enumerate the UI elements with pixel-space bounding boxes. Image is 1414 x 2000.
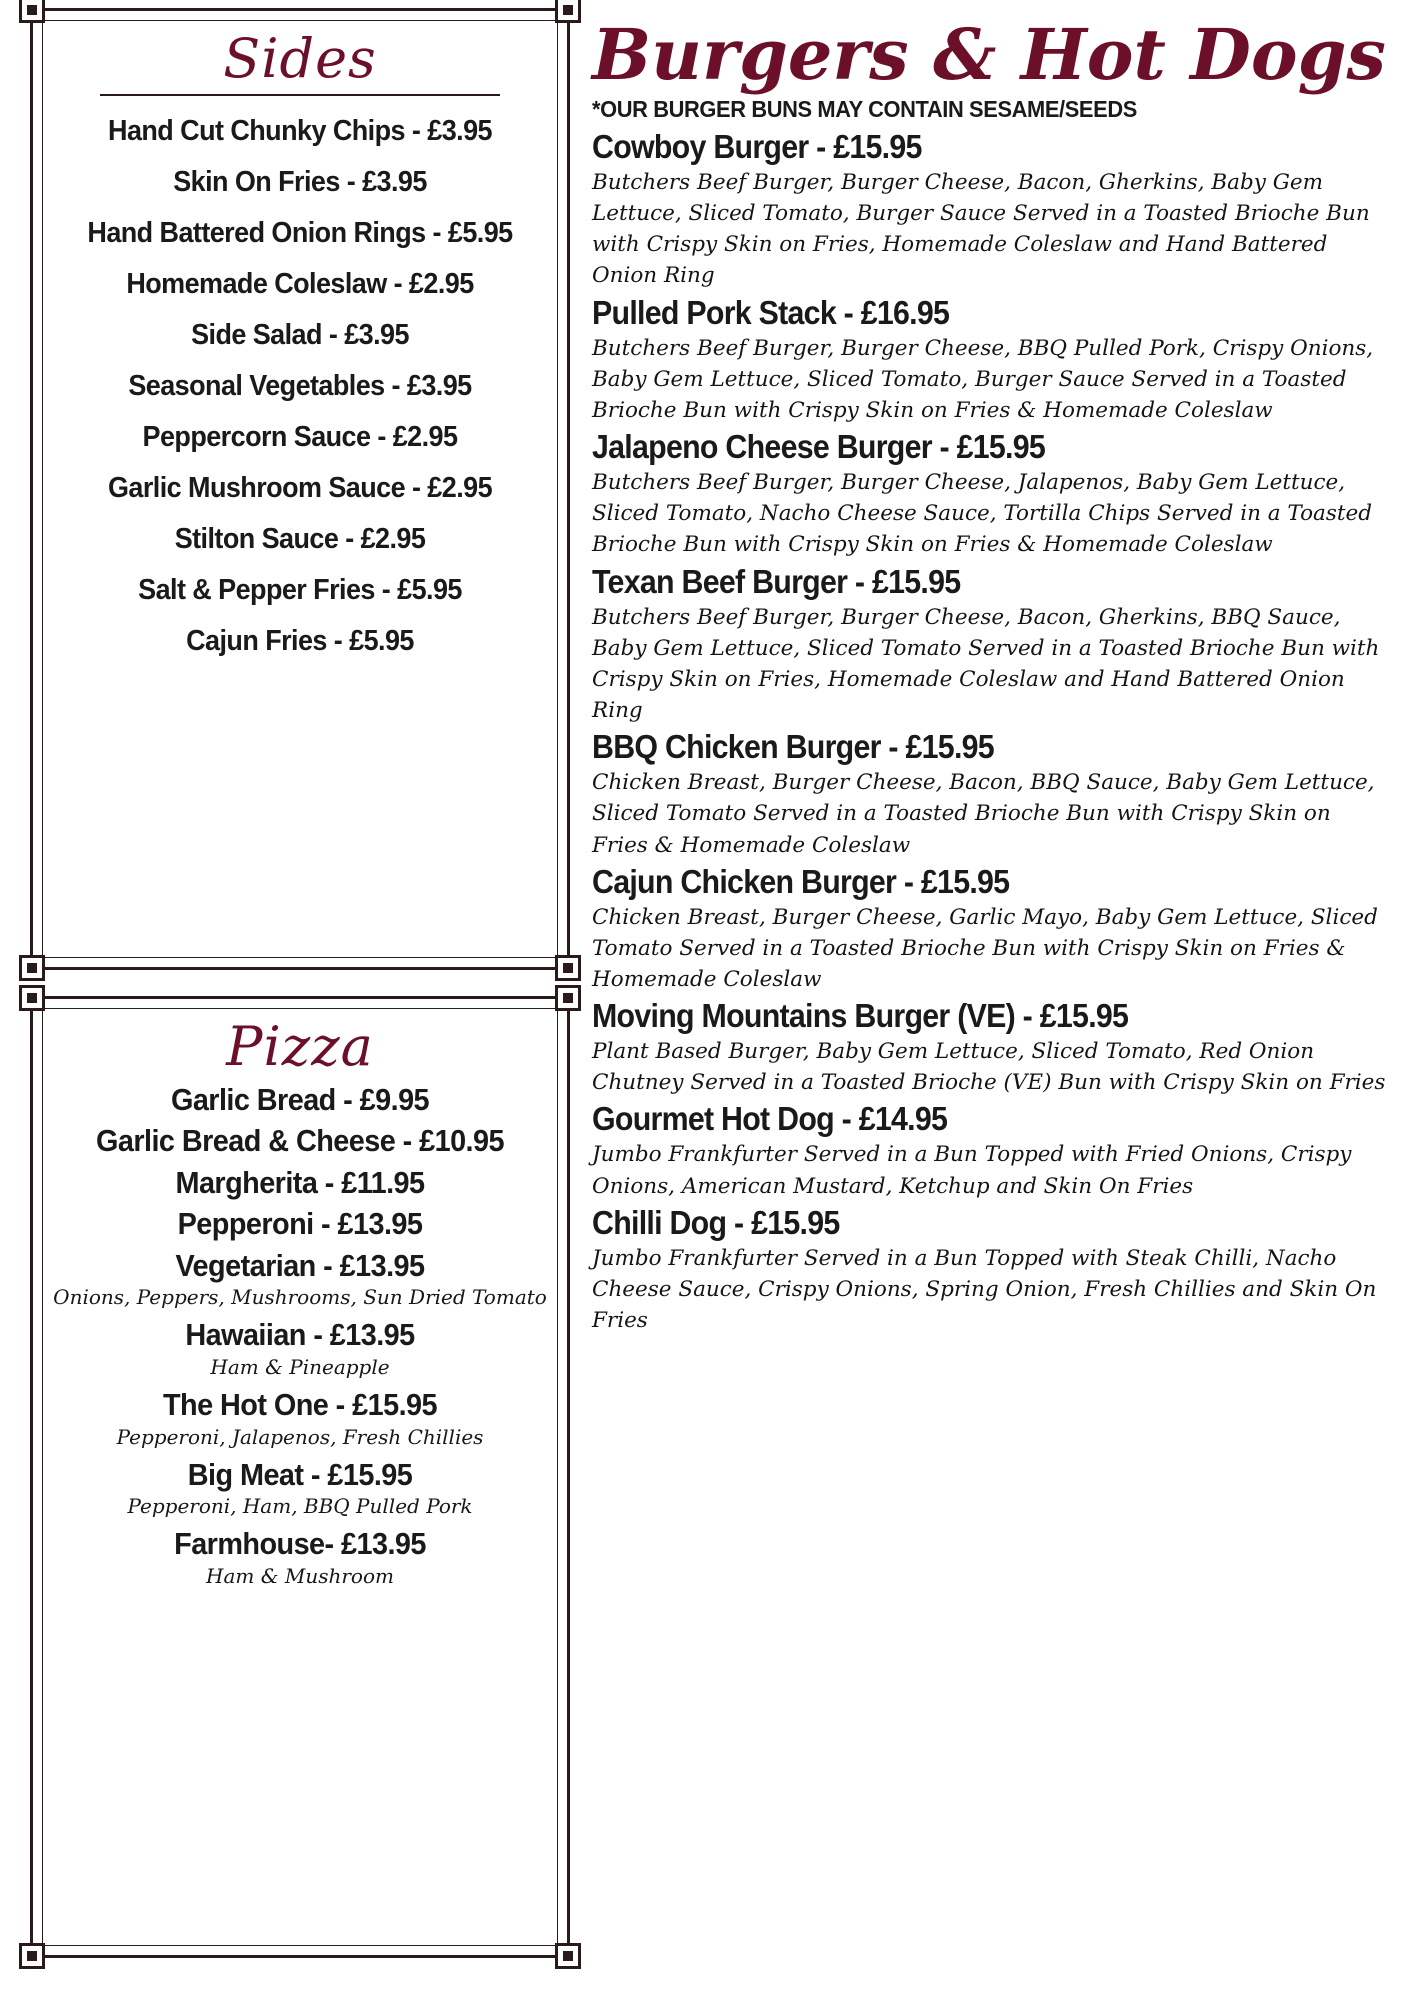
corner-ornament-icon — [555, 0, 581, 23]
burgers-section — [580, 0, 1414, 2000]
item-name: Garlic Bread - £9.95 — [170, 1081, 430, 1117]
list-item: Hand Battered Onion Rings - £5.95 — [87, 216, 513, 249]
list-item — [51, 1313, 549, 1383]
corner-ornament-icon — [555, 955, 581, 981]
item-description: Ham & Pineapple — [210, 1354, 390, 1379]
list-item — [51, 1453, 549, 1523]
allergen-note: *OUR BURGER BUNS MAY CONTAIN SESAME/SEEDS — [592, 96, 1137, 122]
item-description: Ham & Mushroom — [206, 1563, 394, 1588]
item-description: Butchers Beef Burger, Burger Cheese, Bacon, Gherkins, BBQ Sauce, Baby Gem Lettuce, Sliced Tomato Served in a Toasted Brioche Bun with Crispy Skin on Fries, Homemade Coleslaw and Hand Battered Onion Ring — [592, 604, 1380, 724]
list-item: Seasonal Vegetables - £3.95 — [128, 369, 472, 402]
list-item — [592, 129, 1390, 292]
item-description: Butchers Beef Burger, Burger Cheese, Jalapenos, Baby Gem Lettuce, Sliced Tomato, Nacho Cheese Sauce, Tortilla Chips Served in a Toasted Brioche Bun with Crispy Skin on Fries & Homemade Coleslaw — [592, 470, 1372, 558]
list-item — [51, 1119, 549, 1161]
corner-ornament-icon — [555, 1943, 581, 1969]
item-name: Farmhouse- £13.95 — [174, 1526, 426, 1562]
list-item — [51, 1202, 549, 1244]
corner-ornament-icon — [19, 955, 45, 981]
item-description: Chicken Breast, Burger Cheese, Bacon, BBQ Sauce, Baby Gem Lettuce, Sliced Tomato Served in a Toasted Brioche Bun with Crispy Skin on Fries & Homemade Coleslaw — [592, 770, 1375, 858]
list-item: Peppercorn Sauce - £2.95 — [142, 420, 458, 453]
item-name: Cowboy Burger - £15.95 — [592, 128, 922, 165]
list-item — [592, 429, 1390, 560]
left-column — [0, 0, 580, 2000]
list-item: Garlic Mushroom Sauce - £2.95 — [107, 471, 493, 504]
item-name: Gourmet Hot Dog - £14.95 — [592, 1100, 948, 1138]
item-description: Jumbo Frankfurter Served in a Bun Topped with Fried Onions, Crispy Onions, American Mustard, Ketchup and Skin On Fries — [592, 1142, 1352, 1199]
list-item: Hand Cut Chunky Chips - £3.95 — [108, 114, 492, 147]
item-name: The Hot One - £15.95 — [162, 1386, 438, 1422]
item-description: Butchers Beef Burger, Burger Cheese, BBQ Pulled Pork, Crispy Onions, Baby Gem Lettuce, Sliced Tomato, Burger Sauce Served in a Toasted Brioche Bun with Crispy Skin on Fries & Homemade Coleslaw — [592, 335, 1374, 423]
burger-list — [592, 129, 1390, 1336]
corner-ornament-icon — [555, 985, 581, 1011]
item-name: Jalapeno Cheese Burger - £15.95 — [592, 428, 1046, 466]
page-title: Burgers & Hot Dogs — [592, 13, 1386, 96]
list-item — [51, 1078, 549, 1120]
item-name: Pepperoni - £13.95 — [177, 1206, 423, 1242]
item-name: Texan Beef Burger - £15.95 — [592, 562, 961, 600]
list-item: Stilton Sauce - £2.95 — [174, 522, 426, 555]
corner-ornament-icon — [19, 1943, 45, 1969]
corner-ornament-icon — [19, 985, 45, 1011]
list-item: Side Salad - £3.95 — [191, 318, 409, 351]
item-name: Hawaiian - £13.95 — [185, 1317, 415, 1353]
list-item — [592, 564, 1390, 727]
list-item — [592, 1205, 1390, 1336]
list-item: Skin On Fries - £3.95 — [173, 165, 427, 198]
pizza-title: Pizza — [226, 1015, 374, 1078]
item-description: Pepperoni, Jalapenos, Fresh Chillies — [116, 1424, 484, 1449]
corner-ornament-icon — [19, 0, 45, 23]
item-name: Chilli Dog - £15.95 — [592, 1203, 840, 1241]
item-name: Moving Mountains Burger (VE) - £15.95 — [592, 997, 1129, 1035]
list-item: Salt & Pepper Fries - £5.95 — [138, 573, 462, 606]
item-description: Chicken Breast, Burger Cheese, Garlic Mayo, Baby Gem Lettuce, Sliced Tomato Served in a Toasted Brioche Bun with Crispy Skin on Fries & Homemade Coleslaw — [592, 904, 1378, 992]
pizza-section — [30, 996, 570, 1958]
list-item — [592, 864, 1390, 995]
item-description: Plant Based Burger, Baby Gem Lettuce, Sliced Tomato, Red Onion Chutney Served in a Toasted Brioche (VE) Bun with Crispy Skin on Fries — [592, 1039, 1386, 1096]
list-item — [51, 1161, 549, 1203]
item-description: Onions, Peppers, Mushrooms, Sun Dried Tomato — [53, 1285, 547, 1310]
list-item — [592, 295, 1390, 426]
list-item — [592, 998, 1390, 1098]
list-item — [592, 729, 1390, 860]
item-description: Jumbo Frankfurter Served in a Bun Topped with Steak Chilli, Nacho Cheese Sauce, Crispy Onions, Spring Onion, Fresh Chillies and Skin On Fries — [592, 1245, 1377, 1334]
sides-section — [30, 8, 570, 970]
list-item: Cajun Fries - £5.95 — [186, 624, 414, 657]
pizza-list — [51, 1078, 549, 1592]
item-name: Cajun Chicken Burger - £15.95 — [592, 862, 1010, 900]
title-divider — [100, 94, 500, 96]
item-name: Garlic Bread & Cheese - £10.95 — [96, 1123, 504, 1159]
item-name: Big Meat - £15.95 — [187, 1456, 413, 1492]
sides-title: Sides — [223, 27, 377, 90]
item-name: Vegetarian - £13.95 — [175, 1247, 425, 1283]
list-item: Homemade Coleslaw - £2.95 — [126, 267, 474, 300]
item-description: Pepperoni, Ham, BBQ Pulled Pork — [127, 1494, 473, 1519]
sides-list — [51, 106, 549, 667]
item-description: Butchers Beef Burger, Burger Cheese, Bacon, Gherkins, Baby Gem Lettuce, Sliced Tomato, Burger Sauce Served in a Toasted Brioche Bun with Crispy Skin on Fries, Homemade Coleslaw and Hand Battered Onion Ring — [592, 169, 1370, 289]
item-name: Margherita - £11.95 — [175, 1164, 425, 1200]
item-name: BBQ Chicken Burger - £15.95 — [592, 728, 994, 766]
list-item — [51, 1522, 549, 1592]
list-item — [592, 1101, 1390, 1201]
item-name: Pulled Pork Stack - £16.95 — [592, 293, 950, 331]
list-item — [51, 1383, 549, 1453]
list-item — [51, 1244, 549, 1314]
